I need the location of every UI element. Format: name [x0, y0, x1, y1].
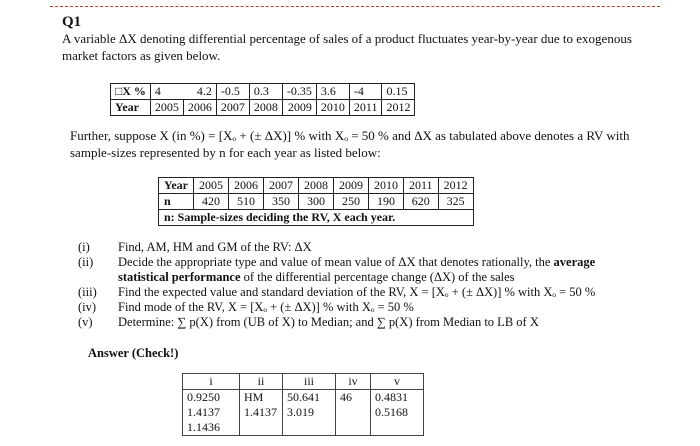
question-intro: A variable ΔX denoting differential percentage of sales of a product fluctuates year-by-year due to exogenous market factors as given below. — [62, 31, 632, 63]
year-row — [111, 100, 415, 116]
task-number: (ii) — [78, 255, 94, 269]
answer-header: v — [371, 374, 424, 390]
sample-year-cell: 2007 — [264, 178, 299, 194]
sample-year-cell: 2011 — [404, 178, 439, 194]
answer-value: HM — [244, 390, 264, 404]
year-cell: 2010 — [316, 100, 349, 116]
sample-n-cell: 620 — [404, 194, 439, 210]
top-dashed-divider — [50, 6, 660, 7]
sample-n-label: n — [159, 194, 194, 210]
task-item — [78, 255, 638, 285]
answer-value: 0.9250 — [187, 390, 220, 404]
delta-x-cell — [150, 84, 216, 100]
sample-year-row — [159, 178, 474, 194]
sample-n-cell: 350 — [264, 194, 299, 210]
delta-x-cell: 0.15 — [382, 84, 415, 100]
answer-value: 1.4137 — [244, 405, 277, 419]
task-number: (iv) — [78, 300, 97, 314]
task-text: Find, AM, HM and GM of the RV: ΔX — [118, 240, 312, 254]
task-number: (iii) — [78, 285, 97, 299]
answer-value: 3.019 — [287, 405, 314, 419]
year-cell: 2006 — [183, 100, 216, 116]
answer-value: 1.1436 — [187, 420, 220, 434]
year-cell: 2011 — [349, 100, 382, 116]
task-item — [78, 240, 638, 255]
delta-x-value: 4 — [154, 84, 161, 98]
task-text: Find mode of the RV, X = [Xₒ + (± ΔX)] % with Xₒ = 50 % — [118, 300, 414, 314]
year-cell: 2009 — [282, 100, 316, 116]
sample-year-cell: 2008 — [299, 178, 334, 194]
sample-n-cell: 190 — [369, 194, 404, 210]
task-item — [78, 300, 638, 315]
answer-values-row — [183, 390, 424, 436]
task-item — [78, 315, 638, 330]
answer-value: 46 — [340, 390, 352, 404]
sample-note: n: Sample-sizes deciding the RV, X each year. — [159, 210, 474, 226]
sample-year-cell: 2010 — [369, 178, 404, 194]
question-title: Q1 — [62, 14, 82, 30]
answer-header: i — [183, 374, 240, 390]
task-text-part: Decide the appropriate type and value of mean value of ΔX that denotes rationally, the — [118, 255, 554, 269]
answer-header-row — [183, 374, 424, 390]
delta-x-value: 4.2 — [196, 84, 212, 98]
sample-year-label: Year — [159, 178, 194, 194]
delta-x-cell: 3.6 — [316, 84, 349, 100]
task-item — [78, 285, 638, 300]
sample-n-cell: 300 — [299, 194, 334, 210]
task-text-bold: average statistical performance — [118, 255, 596, 284]
answer-col-iv — [336, 390, 371, 436]
sample-note-row — [159, 210, 474, 226]
year-cell: 2005 — [150, 100, 183, 116]
further-paragraph: Further, suppose X (in %) = [Xₒ + (± ΔX)] % with Xₒ = 50 % and ΔX as tabulated above denotes a RV with sample-sizes represented by n for each year as listed below: — [70, 128, 630, 160]
year-row-label: Year — [111, 100, 151, 116]
answer-col-ii — [240, 390, 283, 436]
answer-value: 0.4831 — [375, 390, 408, 404]
answer-table — [182, 373, 424, 436]
sample-year-cell: 2009 — [334, 178, 369, 194]
delta-x-cell: -0.5 — [216, 84, 249, 100]
delta-x-row-label: □X % — [111, 84, 151, 100]
sample-n-row — [159, 194, 474, 210]
task-text-part: of the differential percentage change (ΔX) of the sales — [240, 270, 515, 284]
task-number: (i) — [78, 240, 90, 254]
sample-year-cell: 2005 — [194, 178, 229, 194]
delta-x-row — [111, 84, 415, 100]
delta-x-cell: -0.35 — [282, 84, 316, 100]
task-text — [118, 255, 638, 285]
task-list — [78, 240, 638, 330]
sample-n-cell: 250 — [334, 194, 369, 210]
delta-x-cell: -4 — [349, 84, 382, 100]
answer-value: 0.5168 — [375, 405, 408, 419]
sample-year-cell: 2012 — [438, 178, 473, 194]
delta-x-table — [110, 83, 415, 116]
sample-n-cell: 510 — [229, 194, 264, 210]
year-cell: 2012 — [382, 100, 415, 116]
answer-label: Answer (Check!) — [88, 346, 179, 360]
answer-col-iii — [283, 390, 336, 436]
sample-size-table — [158, 177, 474, 226]
task-number: (v) — [78, 315, 93, 329]
sample-year-cell: 2006 — [229, 178, 264, 194]
year-cell: 2008 — [249, 100, 282, 116]
sample-n-cell: 420 — [194, 194, 229, 210]
sample-n-cell: 325 — [438, 194, 473, 210]
delta-x-cell: 0.3 — [249, 84, 282, 100]
answer-header: ii — [240, 374, 283, 390]
task-text: Determine: ∑ p(X) from (UB of X) to Median; and ∑ p(X) from Median to LB of X — [118, 315, 539, 329]
answer-value: 50.641 — [287, 390, 320, 404]
answer-col-v — [371, 390, 424, 436]
task-text: Find the expected value and standard deviation of the RV, X = [Xₒ + (± ΔX)] % with Xₒ = 50 % — [118, 285, 596, 299]
year-cell: 2007 — [216, 100, 249, 116]
answer-header: iv — [336, 374, 371, 390]
answer-value: 1.4137 — [187, 405, 220, 419]
answer-col-i — [183, 390, 240, 436]
answer-header: iii — [283, 374, 336, 390]
